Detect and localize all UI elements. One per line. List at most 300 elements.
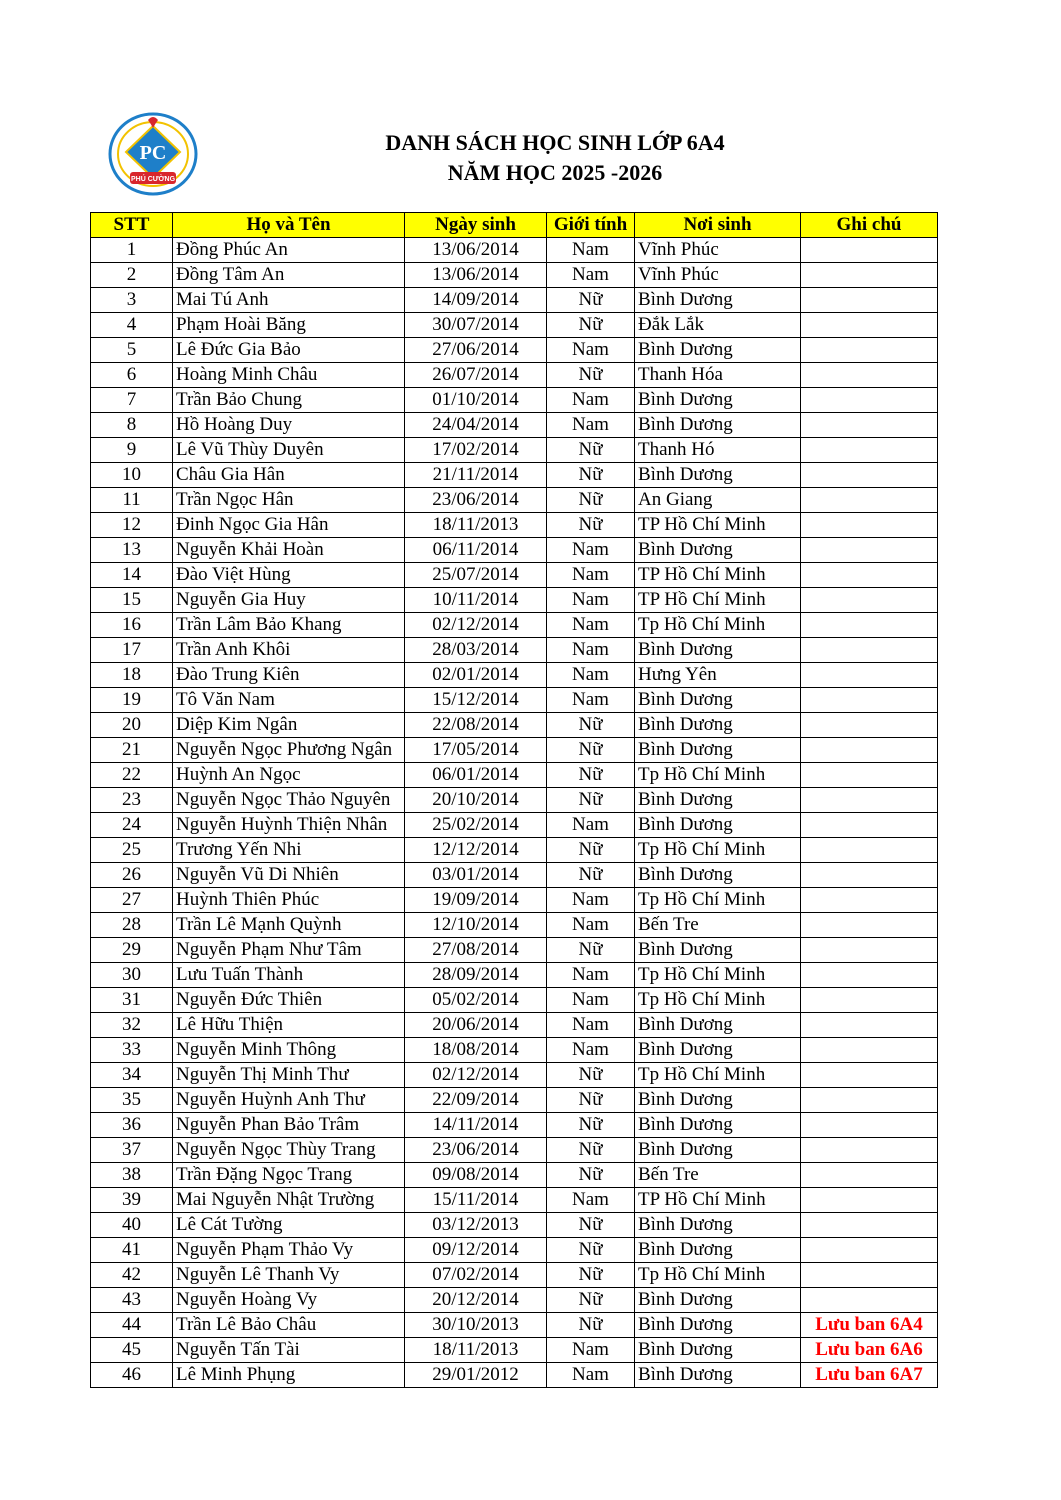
column-header-note: Ghi chú xyxy=(801,213,938,238)
cell-stt: 32 xyxy=(91,1013,173,1038)
cell-gender: Nữ xyxy=(547,738,635,763)
table-row xyxy=(91,913,938,938)
cell-note xyxy=(801,788,938,813)
cell-birthplace: Vĩnh Phúc xyxy=(635,263,801,288)
table-row xyxy=(91,713,938,738)
cell-note xyxy=(801,688,938,713)
cell-birthplace: Tp Hồ Chí Minh xyxy=(635,988,801,1013)
cell-stt: 21 xyxy=(91,738,173,763)
cell-dob: 09/08/2014 xyxy=(405,1163,547,1188)
cell-stt: 4 xyxy=(91,313,173,338)
cell-dob: 13/06/2014 xyxy=(405,238,547,263)
cell-birthplace: Tp Hồ Chí Minh xyxy=(635,763,801,788)
cell-gender: Nam xyxy=(547,563,635,588)
cell-dob: 10/11/2014 xyxy=(405,588,547,613)
table-row xyxy=(91,313,938,338)
table-row xyxy=(91,1338,938,1363)
cell-name: Nguyễn Phan Bảo Trâm xyxy=(173,1113,405,1138)
cell-gender: Nam xyxy=(547,338,635,363)
cell-note xyxy=(801,1163,938,1188)
table-row xyxy=(91,1038,938,1063)
cell-gender: Nam xyxy=(547,413,635,438)
cell-birthplace: Bình Dương xyxy=(635,738,801,763)
cell-birthplace: Tp Hồ Chí Minh xyxy=(635,888,801,913)
cell-birthplace: Bình Dương xyxy=(635,788,801,813)
table-row xyxy=(91,263,938,288)
cell-gender: Nam xyxy=(547,1338,635,1363)
cell-note xyxy=(801,1188,938,1213)
cell-birthplace: Bình Dương xyxy=(635,638,801,663)
cell-stt: 6 xyxy=(91,363,173,388)
cell-birthplace: Tp Hồ Chí Minh xyxy=(635,963,801,988)
cell-dob: 30/10/2013 xyxy=(405,1313,547,1338)
cell-dob: 22/08/2014 xyxy=(405,713,547,738)
cell-dob: 13/06/2014 xyxy=(405,263,547,288)
cell-name: Hồ Hoàng Duy xyxy=(173,413,405,438)
table-row xyxy=(91,388,938,413)
table-row xyxy=(91,413,938,438)
cell-gender: Nữ xyxy=(547,363,635,388)
cell-birthplace: Bến Tre xyxy=(635,913,801,938)
cell-dob: 19/09/2014 xyxy=(405,888,547,913)
cell-birthplace: TP Hồ Chí Minh xyxy=(635,513,801,538)
cell-stt: 44 xyxy=(91,1313,173,1338)
table-row xyxy=(91,963,938,988)
table-row xyxy=(91,988,938,1013)
cell-dob: 18/08/2014 xyxy=(405,1038,547,1063)
cell-gender: Nữ xyxy=(547,713,635,738)
cell-birthplace: Bình Dương xyxy=(635,938,801,963)
cell-note xyxy=(801,388,938,413)
table-row xyxy=(91,638,938,663)
cell-stt: 3 xyxy=(91,288,173,313)
cell-stt: 13 xyxy=(91,538,173,563)
cell-gender: Nam xyxy=(547,1038,635,1063)
table-row xyxy=(91,1188,938,1213)
cell-name: Đinh Ngọc Gia Hân xyxy=(173,513,405,538)
table-row xyxy=(91,1163,938,1188)
cell-birthplace: Bình Dương xyxy=(635,1113,801,1138)
cell-note xyxy=(801,913,938,938)
table-row xyxy=(91,1088,938,1113)
cell-stt: 41 xyxy=(91,1238,173,1263)
cell-gender: Nam xyxy=(547,888,635,913)
cell-name: Trần Đặng Ngọc Trang xyxy=(173,1163,405,1188)
cell-gender: Nam xyxy=(547,263,635,288)
cell-note xyxy=(801,1288,938,1313)
column-header-stt: STT xyxy=(91,213,173,238)
cell-birthplace: Bình Dương xyxy=(635,1213,801,1238)
table-row xyxy=(91,438,938,463)
cell-note xyxy=(801,938,938,963)
cell-note xyxy=(801,713,938,738)
cell-birthplace: Tp Hồ Chí Minh xyxy=(635,838,801,863)
cell-stt: 39 xyxy=(91,1188,173,1213)
cell-name: Huỳnh An Ngọc xyxy=(173,763,405,788)
cell-note xyxy=(801,613,938,638)
cell-birthplace: Vĩnh Phúc xyxy=(635,238,801,263)
cell-birthplace: Bình Dương xyxy=(635,1363,801,1388)
cell-birthplace: Tp Hồ Chí Minh xyxy=(635,613,801,638)
cell-stt: 29 xyxy=(91,938,173,963)
cell-note xyxy=(801,988,938,1013)
cell-note xyxy=(801,1263,938,1288)
cell-dob: 02/12/2014 xyxy=(405,613,547,638)
cell-dob: 28/09/2014 xyxy=(405,963,547,988)
cell-gender: Nữ xyxy=(547,863,635,888)
table-header-row xyxy=(91,213,938,238)
cell-name: Đồng Phúc An xyxy=(173,238,405,263)
cell-gender: Nam xyxy=(547,688,635,713)
table-row xyxy=(91,1138,938,1163)
cell-note xyxy=(801,488,938,513)
cell-birthplace: Hưng Yên xyxy=(635,663,801,688)
cell-note xyxy=(801,1013,938,1038)
cell-dob: 20/06/2014 xyxy=(405,1013,547,1038)
cell-note xyxy=(801,588,938,613)
cell-note xyxy=(801,888,938,913)
cell-birthplace: Bình Dương xyxy=(635,1338,801,1363)
page-title xyxy=(340,128,770,188)
cell-gender: Nam xyxy=(547,613,635,638)
cell-gender: Nữ xyxy=(547,1138,635,1163)
cell-stt: 37 xyxy=(91,1138,173,1163)
cell-gender: Nam xyxy=(547,1363,635,1388)
cell-note xyxy=(801,638,938,663)
cell-name: Nguyễn Thị Minh Thư xyxy=(173,1063,405,1088)
cell-note xyxy=(801,538,938,563)
cell-stt: 40 xyxy=(91,1213,173,1238)
cell-dob: 21/11/2014 xyxy=(405,463,547,488)
cell-birthplace: Bình Dương xyxy=(635,1288,801,1313)
table-row xyxy=(91,863,938,888)
table-row xyxy=(91,813,938,838)
cell-note xyxy=(801,763,938,788)
cell-name: Nguyễn Tấn Tài xyxy=(173,1338,405,1363)
cell-note: Lưu ban 6A4 xyxy=(801,1313,938,1338)
cell-stt: 19 xyxy=(91,688,173,713)
cell-stt: 5 xyxy=(91,338,173,363)
column-header-birthplace: Nơi sinh xyxy=(635,213,801,238)
cell-birthplace: Bình Dương xyxy=(635,688,801,713)
table-row xyxy=(91,663,938,688)
cell-birthplace: Bình Dương xyxy=(635,1013,801,1038)
table-row xyxy=(91,738,938,763)
cell-gender: Nữ xyxy=(547,838,635,863)
table-row xyxy=(91,1013,938,1038)
cell-dob: 29/01/2012 xyxy=(405,1363,547,1388)
cell-gender: Nữ xyxy=(547,1263,635,1288)
school-logo xyxy=(108,112,198,196)
column-header-dob: Ngày sinh xyxy=(405,213,547,238)
cell-stt: 15 xyxy=(91,588,173,613)
cell-name: Trần Ngọc Hân xyxy=(173,488,405,513)
table-row xyxy=(91,613,938,638)
cell-gender: Nữ xyxy=(547,1088,635,1113)
cell-name: Mai Nguyễn Nhật Trường xyxy=(173,1188,405,1213)
cell-gender: Nữ xyxy=(547,438,635,463)
cell-gender: Nam xyxy=(547,963,635,988)
table-row xyxy=(91,688,938,713)
cell-name: Nguyễn Hoàng Vy xyxy=(173,1288,405,1313)
cell-dob: 17/02/2014 xyxy=(405,438,547,463)
cell-stt: 28 xyxy=(91,913,173,938)
cell-name: Nguyễn Gia Huy xyxy=(173,588,405,613)
cell-note xyxy=(801,263,938,288)
cell-stt: 2 xyxy=(91,263,173,288)
cell-birthplace: An Giang xyxy=(635,488,801,513)
cell-name: Nguyễn Đức Thiên xyxy=(173,988,405,1013)
cell-gender: Nam xyxy=(547,813,635,838)
cell-birthplace: Bình Dương xyxy=(635,1038,801,1063)
cell-stt: 11 xyxy=(91,488,173,513)
logo-school-name: PHÚ CƯỜNG xyxy=(130,176,176,183)
cell-stt: 46 xyxy=(91,1363,173,1388)
cell-birthplace: Bến Tre xyxy=(635,1163,801,1188)
cell-stt: 30 xyxy=(91,963,173,988)
cell-name: Nguyễn Vũ Di Nhiên xyxy=(173,863,405,888)
cell-gender: Nam xyxy=(547,663,635,688)
cell-name: Hoàng Minh Châu xyxy=(173,363,405,388)
cell-name: Trương Yến Nhi xyxy=(173,838,405,863)
cell-dob: 18/11/2013 xyxy=(405,1338,547,1363)
cell-note xyxy=(801,313,938,338)
cell-dob: 03/12/2013 xyxy=(405,1213,547,1238)
table-row xyxy=(91,1288,938,1313)
cell-dob: 12/10/2014 xyxy=(405,913,547,938)
cell-name: Lưu Tuấn Thành xyxy=(173,963,405,988)
cell-gender: Nữ xyxy=(547,1163,635,1188)
table-row xyxy=(91,1313,938,1338)
student-roster-table xyxy=(90,212,938,1388)
cell-birthplace: Bình Dương xyxy=(635,288,801,313)
cell-gender: Nữ xyxy=(547,938,635,963)
cell-name: Lê Minh Phụng xyxy=(173,1363,405,1388)
cell-dob: 22/09/2014 xyxy=(405,1088,547,1113)
cell-dob: 24/04/2014 xyxy=(405,413,547,438)
cell-dob: 02/01/2014 xyxy=(405,663,547,688)
cell-gender: Nữ xyxy=(547,1313,635,1338)
cell-stt: 20 xyxy=(91,713,173,738)
cell-birthplace: TP Hồ Chí Minh xyxy=(635,1188,801,1213)
cell-gender: Nữ xyxy=(547,1238,635,1263)
cell-name: Đào Việt Hùng xyxy=(173,563,405,588)
cell-note xyxy=(801,738,938,763)
cell-stt: 31 xyxy=(91,988,173,1013)
cell-birthplace: Thanh Hó xyxy=(635,438,801,463)
cell-name: Nguyễn Ngọc Thảo Nguyên xyxy=(173,788,405,813)
cell-note xyxy=(801,563,938,588)
table-row xyxy=(91,588,938,613)
title-line-year: NĂM HỌC 2025 -2026 xyxy=(447,160,663,185)
cell-stt: 18 xyxy=(91,663,173,688)
cell-note xyxy=(801,363,938,388)
cell-dob: 27/06/2014 xyxy=(405,338,547,363)
cell-dob: 25/07/2014 xyxy=(405,563,547,588)
table-row xyxy=(91,788,938,813)
cell-note xyxy=(801,963,938,988)
cell-name: Nguyễn Huỳnh Anh Thư xyxy=(173,1088,405,1113)
cell-birthplace: Tp Hồ Chí Minh xyxy=(635,1263,801,1288)
cell-name: Lê Đức Gia Bảo xyxy=(173,338,405,363)
cell-dob: 07/02/2014 xyxy=(405,1263,547,1288)
cell-dob: 28/03/2014 xyxy=(405,638,547,663)
cell-stt: 22 xyxy=(91,763,173,788)
cell-dob: 02/12/2014 xyxy=(405,1063,547,1088)
cell-note xyxy=(801,1038,938,1063)
table-row xyxy=(91,838,938,863)
cell-name: Nguyễn Ngọc Phương Ngân xyxy=(173,738,405,763)
table-row xyxy=(91,938,938,963)
cell-note xyxy=(801,838,938,863)
cell-dob: 12/12/2014 xyxy=(405,838,547,863)
cell-stt: 23 xyxy=(91,788,173,813)
cell-dob: 01/10/2014 xyxy=(405,388,547,413)
cell-dob: 30/07/2014 xyxy=(405,313,547,338)
cell-note xyxy=(801,863,938,888)
table-row xyxy=(91,1363,938,1388)
table-row xyxy=(91,1238,938,1263)
cell-note xyxy=(801,1238,938,1263)
cell-gender: Nữ xyxy=(547,1063,635,1088)
cell-stt: 36 xyxy=(91,1113,173,1138)
cell-name: Tô Văn Nam xyxy=(173,688,405,713)
cell-name: Nguyễn Lê Thanh Vy xyxy=(173,1263,405,1288)
cell-name: Lê Vũ Thùy Duyên xyxy=(173,438,405,463)
cell-note xyxy=(801,1213,938,1238)
cell-name: Đào Trung Kiên xyxy=(173,663,405,688)
cell-gender: Nữ xyxy=(547,1288,635,1313)
cell-dob: 20/12/2014 xyxy=(405,1288,547,1313)
cell-name: Phạm Hoài Băng xyxy=(173,313,405,338)
table-row xyxy=(91,563,938,588)
cell-name: Mai Tú Anh xyxy=(173,288,405,313)
cell-dob: 03/01/2014 xyxy=(405,863,547,888)
cell-stt: 24 xyxy=(91,813,173,838)
cell-note xyxy=(801,438,938,463)
cell-dob: 09/12/2014 xyxy=(405,1238,547,1263)
cell-name: Châu Gia Hân xyxy=(173,463,405,488)
cell-name: Nguyễn Huỳnh Thiện Nhân xyxy=(173,813,405,838)
cell-dob: 14/11/2014 xyxy=(405,1113,547,1138)
table-row xyxy=(91,488,938,513)
cell-stt: 8 xyxy=(91,413,173,438)
cell-name: Nguyễn Khải Hoàn xyxy=(173,538,405,563)
cell-dob: 06/01/2014 xyxy=(405,763,547,788)
cell-dob: 15/11/2014 xyxy=(405,1188,547,1213)
cell-note xyxy=(801,238,938,263)
cell-dob: 14/09/2014 xyxy=(405,288,547,313)
cell-birthplace: Bình Dương xyxy=(635,813,801,838)
cell-gender: Nam xyxy=(547,238,635,263)
cell-name: Lê Cát Tường xyxy=(173,1213,405,1238)
cell-note: Lưu ban 6A6 xyxy=(801,1338,938,1363)
cell-dob: 20/10/2014 xyxy=(405,788,547,813)
table-row xyxy=(91,1113,938,1138)
table-row xyxy=(91,1213,938,1238)
cell-birthplace: Bình Dương xyxy=(635,538,801,563)
table-row xyxy=(91,363,938,388)
table-row xyxy=(91,288,938,313)
cell-note xyxy=(801,1063,938,1088)
cell-name: Trần Anh Khôi xyxy=(173,638,405,663)
cell-birthplace: Bình Dương xyxy=(635,863,801,888)
table-row xyxy=(91,238,938,263)
cell-dob: 18/11/2013 xyxy=(405,513,547,538)
cell-name: Nguyễn Phạm Thảo Vy xyxy=(173,1238,405,1263)
table-row xyxy=(91,1263,938,1288)
column-header-name: Họ và Tên xyxy=(173,213,405,238)
cell-dob: 06/11/2014 xyxy=(405,538,547,563)
cell-note xyxy=(801,663,938,688)
cell-stt: 27 xyxy=(91,888,173,913)
cell-birthplace: Bình Dương xyxy=(635,413,801,438)
table-row xyxy=(91,1063,938,1088)
cell-name: Nguyễn Minh Thông xyxy=(173,1038,405,1063)
cell-dob: 23/06/2014 xyxy=(405,1138,547,1163)
cell-dob: 26/07/2014 xyxy=(405,363,547,388)
cell-dob: 25/02/2014 xyxy=(405,813,547,838)
cell-name: Nguyễn Ngọc Thùy Trang xyxy=(173,1138,405,1163)
cell-note xyxy=(801,1088,938,1113)
cell-name: Huỳnh Thiên Phúc xyxy=(173,888,405,913)
cell-note xyxy=(801,463,938,488)
cell-name: Trần Lê Bảo Châu xyxy=(173,1313,405,1338)
cell-note xyxy=(801,513,938,538)
cell-stt: 9 xyxy=(91,438,173,463)
cell-note xyxy=(801,1138,938,1163)
cell-gender: Nữ xyxy=(547,463,635,488)
cell-stt: 38 xyxy=(91,1163,173,1188)
cell-gender: Nữ xyxy=(547,488,635,513)
cell-birthplace: Bình Dương xyxy=(635,388,801,413)
table-row xyxy=(91,538,938,563)
cell-birthplace: Bình Dương xyxy=(635,1238,801,1263)
table-row xyxy=(91,463,938,488)
logo-letters: PC xyxy=(139,142,167,164)
cell-name: Nguyễn Phạm Như Tâm xyxy=(173,938,405,963)
cell-gender: Nam xyxy=(547,638,635,663)
cell-note xyxy=(801,338,938,363)
cell-stt: 42 xyxy=(91,1263,173,1288)
cell-gender: Nam xyxy=(547,1013,635,1038)
cell-note: Lưu ban 6A7 xyxy=(801,1363,938,1388)
column-header-gender: Giới tính xyxy=(547,213,635,238)
cell-note xyxy=(801,813,938,838)
cell-gender: Nam xyxy=(547,1188,635,1213)
cell-stt: 33 xyxy=(91,1038,173,1063)
cell-stt: 12 xyxy=(91,513,173,538)
cell-stt: 17 xyxy=(91,638,173,663)
cell-stt: 14 xyxy=(91,563,173,588)
cell-stt: 7 xyxy=(91,388,173,413)
cell-stt: 45 xyxy=(91,1338,173,1363)
cell-stt: 26 xyxy=(91,863,173,888)
cell-dob: 17/05/2014 xyxy=(405,738,547,763)
cell-birthplace: Đắk Lắk xyxy=(635,313,801,338)
cell-gender: Nữ xyxy=(547,288,635,313)
cell-birthplace: Bình Dương xyxy=(635,338,801,363)
cell-name: Lê Hữu Thiện xyxy=(173,1013,405,1038)
title-line-class: DANH SÁCH HỌC SINH LỚP 6A4 xyxy=(385,130,725,155)
cell-birthplace: Bình Dương xyxy=(635,463,801,488)
cell-stt: 34 xyxy=(91,1063,173,1088)
cell-gender: Nam xyxy=(547,388,635,413)
cell-name: Trần Bảo Chung xyxy=(173,388,405,413)
cell-birthplace: Thanh Hóa xyxy=(635,363,801,388)
cell-birthplace: Bình Dương xyxy=(635,1088,801,1113)
cell-name: Diệp Kim Ngân xyxy=(173,713,405,738)
